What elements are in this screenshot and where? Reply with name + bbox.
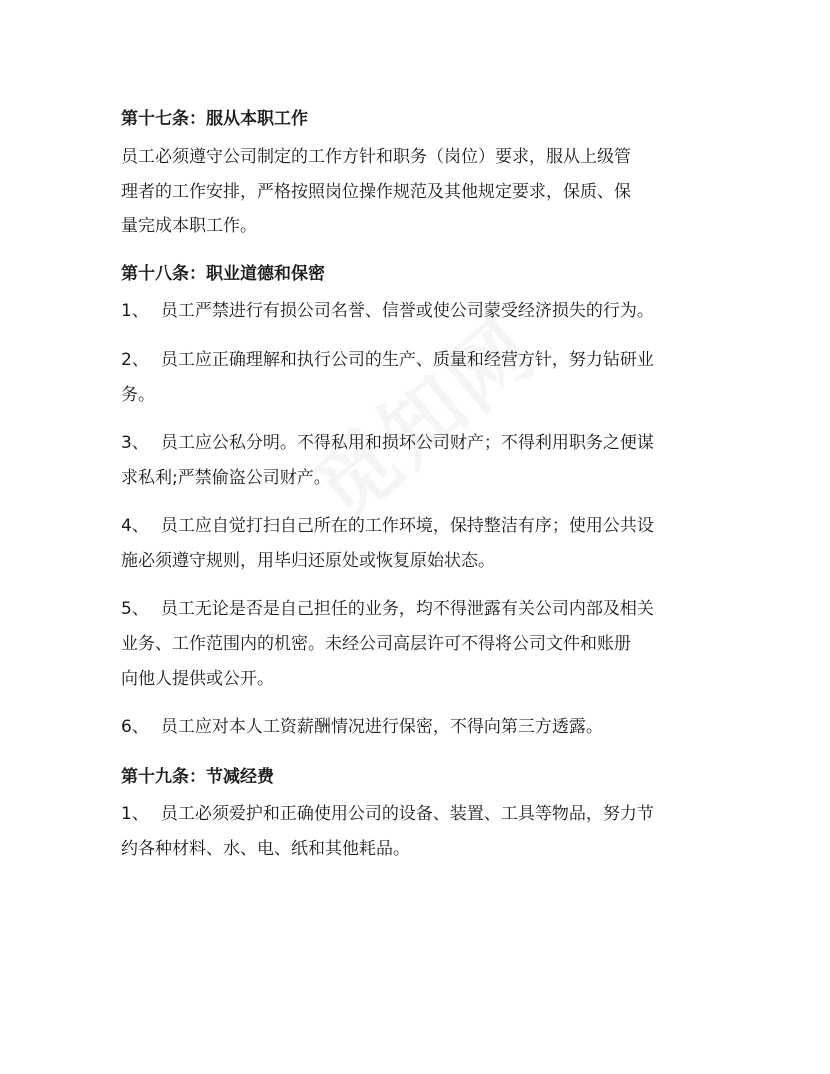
item-number: 3、 — [121, 433, 149, 453]
item-text: 员工严禁进行有损公司名誉、信誉或使公司蒙受经济损失的行为。 — [160, 301, 654, 321]
item-text: 员工应公私分明。不得私用和损坏公司财产；不得利用职务之便谋 — [160, 433, 654, 453]
article-18-item-3-cont: 求私利;严禁偷盗公司财产。 — [121, 468, 331, 488]
article-18-item-5-cont-1: 业务、工作范围内的机密。未经公司高层许可不得将公司文件和账册 — [121, 634, 631, 654]
item-number: 1、 — [121, 301, 149, 321]
article-19-item-1 — [121, 802, 654, 826]
item-text: 员工必须爱护和正确使用公司的设备、装置、工具等物品，努力节 — [160, 804, 654, 824]
article-18-item-6 — [121, 715, 603, 739]
item-text: 员工无论是否是自己担任的业务，均不得泄露有关公司内部及相关 — [160, 599, 654, 619]
item-number: 2、 — [121, 350, 149, 370]
article-18-item-2-cont: 务。 — [121, 385, 155, 405]
article-17-line-1: 员工必须遵守公司制定的工作方针和职务（岗位）要求，服从上级管 — [121, 147, 631, 167]
article-18-item-4 — [121, 514, 654, 538]
item-number: 5、 — [121, 599, 149, 619]
item-number: 4、 — [121, 516, 149, 536]
article-18-item-4-cont: 施必须遵守规则，用毕归还原处或恢复原始状态。 — [121, 551, 495, 571]
article-18-item-3 — [121, 431, 654, 455]
item-number: 6、 — [121, 717, 149, 737]
article-18-item-2 — [121, 348, 654, 372]
heading-article-18: 第十八条：职业道德和保密 — [121, 264, 325, 284]
article-18-item-5-cont-2: 向他人提供或公开。 — [121, 669, 274, 689]
item-text: 员工应自觉打扫自己所在的工作环境，保持整洁有序；使用公共设 — [160, 516, 654, 536]
article-18-item-1 — [121, 299, 654, 323]
heading-article-19: 第十九条：节减经费 — [121, 767, 274, 787]
article-19-item-1-cont: 约各种材料、水、电、纸和其他耗品。 — [121, 839, 410, 859]
article-17-line-3: 量完成本职工作。 — [121, 216, 257, 236]
article-17-line-2: 理者的工作安排，严格按照岗位操作规范及其他规定要求，保质、保 — [121, 182, 631, 202]
article-18-item-5 — [121, 597, 654, 621]
item-text: 员工应正确理解和执行公司的生产、质量和经营方针，努力钻研业 — [160, 350, 654, 370]
item-text: 员工应对本人工资薪酬情况进行保密，不得向第三方透露。 — [160, 717, 603, 737]
item-number: 1、 — [121, 804, 149, 824]
heading-article-17: 第十七条：服从本职工作 — [121, 109, 308, 129]
